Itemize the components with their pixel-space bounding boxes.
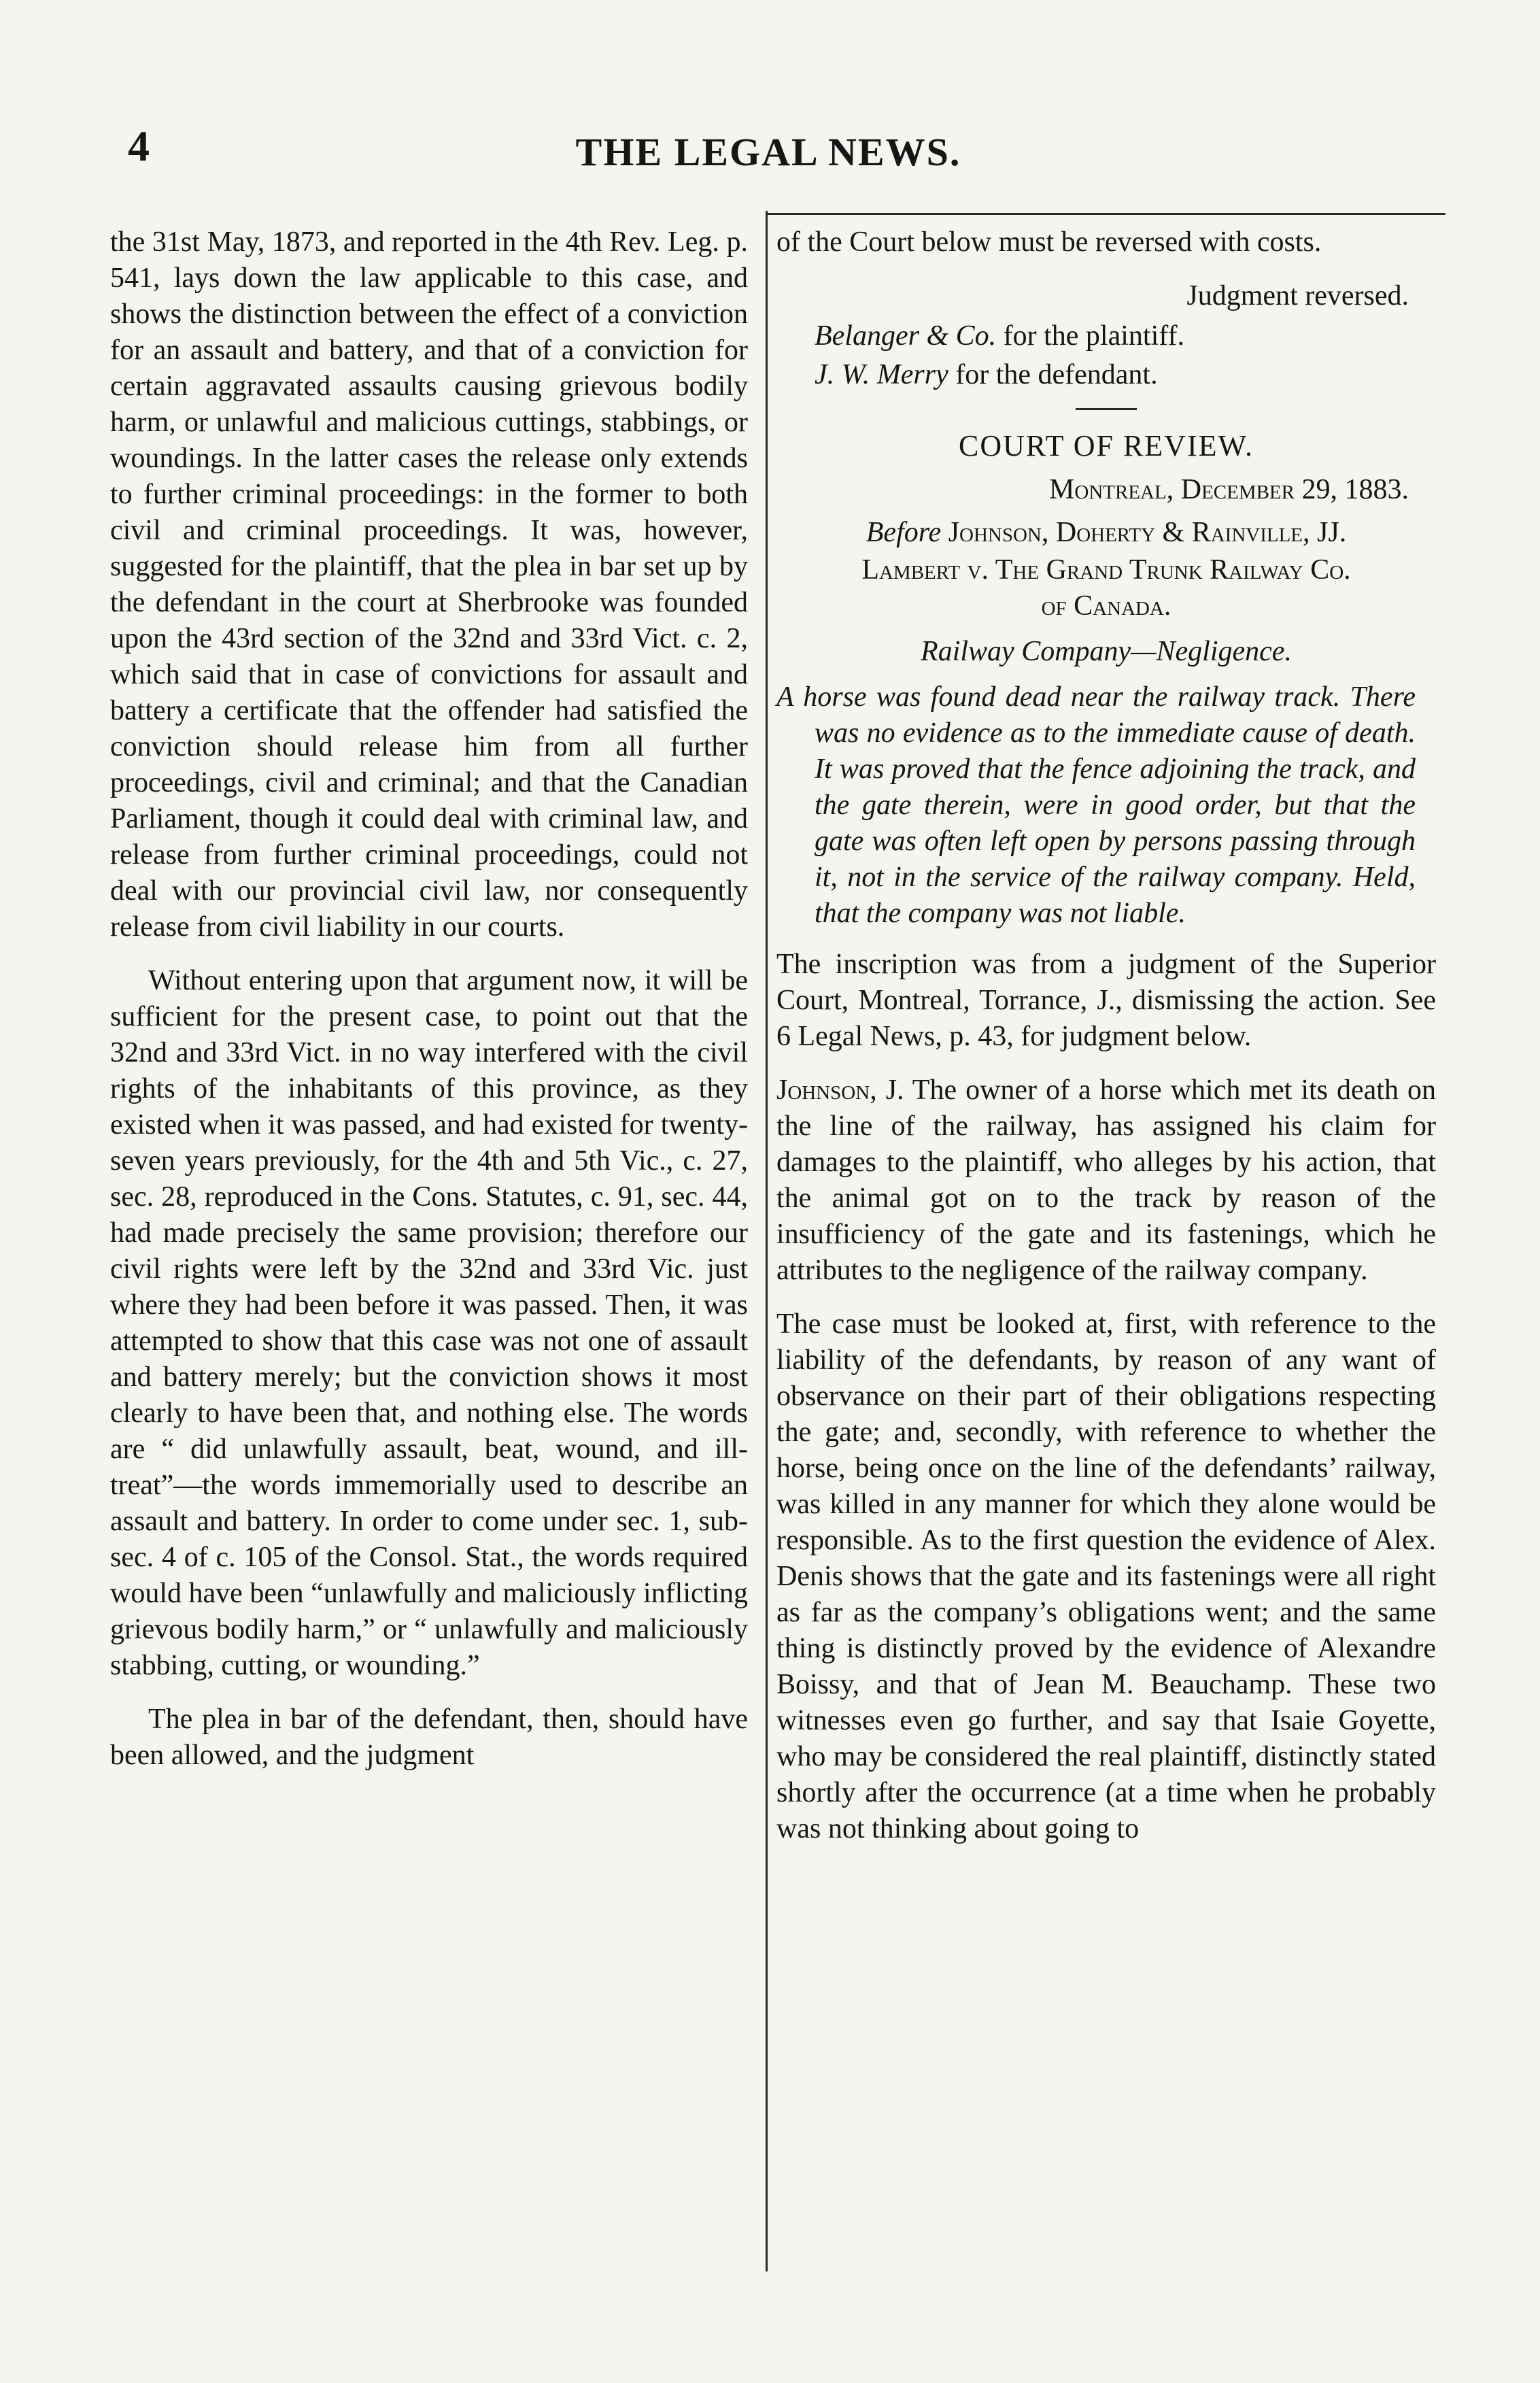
- counsel-plaintiff-name: Belanger & Co.: [815, 320, 997, 352]
- left-paragraph-1: the 31st May, 1873, and reported in the 4th Rev. Leg. p. 541, lays down the law applicable to this case, and shows the distinction between the effect of a conviction for an assault and battery, and that of a conviction for certain aggravated assaults causing grievous bodily harm, or unlawful and malicious cuttings, stabbings, or woundings. In the latter cases the release only extends to further criminal proceedings: in the former to both civil and criminal proceedings. It was, however, suggested for the plaintiff, that the plea in bar set up by the defendant in the court at Sherbrooke was founded upon the 43rd section of the 32nd and 33rd Vict. c. 2, which said that in case of convictions for assault and battery a certificate that the offender had satisfied the conviction should release him from all further proceedings, civil and criminal; and that the Canadian Parliament, though it could deal with criminal law, and release from further criminal proceedings, could not deal with our provincial civil law, nor consequently release from civil liability in our courts.: [110, 226, 748, 943]
- right-paragraph-2-text: The owner of a horse which met its death on the line of the railway, has assigned his claim for damages to the plaintiff, who alleges by his action, that the animal got on to the track by reason of the insufficiency of the gate and its fastenings, which he attributes to the negligence of the railway company.: [776, 1075, 1436, 1286]
- counsel-defendant: [815, 357, 1436, 393]
- bench-line: [776, 515, 1436, 551]
- judges: Johnson, Doherty & Rainville, JJ.: [948, 517, 1347, 548]
- right-paragraph-3: The case must be looked at, first, with reference to the liability of the defendants, by reason of any want of observance on their part of their obligations respecting the gate; and, secondly, with reference to whether the horse, being once on the line of the defendants’ railway, was killed in any manner for which they alone would be responsible. As to the first question the evidence of Alex. Denis shows that the gate and its fastenings were all right as far as the company’s obligations went; and the same thing is distinctly proved by the evidence of Alexandre Boissy, and that of Jean M. Beauchamp. These two witnesses even go further, and say that Isaie Goyette, who may be considered the real plaintiff, distinctly stated shortly after the occurrence (at a time when he probably was not thinking about going to: [776, 1308, 1436, 1844]
- dateline: Montreal, December 29, 1883.: [1049, 474, 1409, 505]
- case-name-line-1: Lambert v. The Grand Trunk Railway Co.: [861, 554, 1351, 586]
- running-title: THE LEGAL NEWS.: [575, 130, 961, 174]
- right-paragraph-1: The inscription was from a judgment of the Superior Court, Montreal, Torrance, J., dismissing the action. See 6 Legal News, p. 43, for judgment below.: [776, 949, 1436, 1052]
- headnote: A horse was found dead near the railway track. There was no evidence as to the immediate cause of death. It was proved that the fence adjoining the track, and the gate therein, were in good order, but that the gate was often left open by persons passing through it, not in the service of the railway company. Held, that the company was not liable.: [776, 681, 1416, 929]
- counsel-defendant-name: J. W. Merry: [815, 359, 948, 390]
- column-divider: [766, 211, 768, 2271]
- left-paragraph-2: Without entering upon that argument now, it will be sufficient for the present case, to point out that the 32nd and 33rd Vict. in no way interfered with the civil rights of the inhabitants of this province, as they existed when it was passed, and had existed for twenty-seven years previously, for the 4th and 5th Vic., c. 27, sec. 28, reproduced in the Cons. Statutes, c. 91, sec. 44, had made precisely the same provision; therefore our civil rights were left by the 32nd and 33rd Vic. just where they had been before it was passed. Then, it was attempted to show that this case was not one of assault and battery merely; but the conviction shows it most clearly to have been that, and nothing else. The words are “ did unlawfully assault, beat, wound, and ill-treat”—the words immemorially used to describe an assault and battery. In order to come under sec. 1, sub-sec. 4 of c. 105 of the Consol. Stat., the words required would have been “unlawfully and maliciously inflicting grievous bodily harm,” or “ unlawfully and maliciously stabbing, cutting, or wounding.”: [110, 965, 748, 1681]
- court-title: COURT OF REVIEW.: [959, 429, 1254, 462]
- right-column: [776, 224, 1436, 1865]
- before-label: Before: [866, 517, 942, 548]
- counsel-plaintiff: [815, 318, 1436, 354]
- left-column: [110, 224, 748, 1791]
- right-column-top-rule: [766, 213, 1445, 215]
- counsel-plaintiff-role: for the plaintiff.: [1003, 320, 1184, 352]
- case-name: [776, 552, 1436, 624]
- case-name-line-2: of Canada.: [1041, 590, 1171, 622]
- case-subject: Railway Company—Negligence.: [921, 636, 1292, 667]
- page-header: [102, 121, 1435, 182]
- judgment-continuation: of the Court below must be reversed with costs.: [776, 226, 1322, 258]
- section-separator: [1076, 408, 1137, 410]
- counsel-defendant-role: for the defendant.: [955, 359, 1158, 390]
- left-paragraph-3: The plea in bar of the defendant, then, should have been allowed, and the judgment: [110, 1704, 748, 1771]
- judgment-result: Judgment reversed.: [1186, 280, 1409, 311]
- page-number: 4: [128, 122, 150, 170]
- right-paragraph-2: [776, 1072, 1436, 1289]
- speaker: Johnson, J.: [776, 1075, 904, 1106]
